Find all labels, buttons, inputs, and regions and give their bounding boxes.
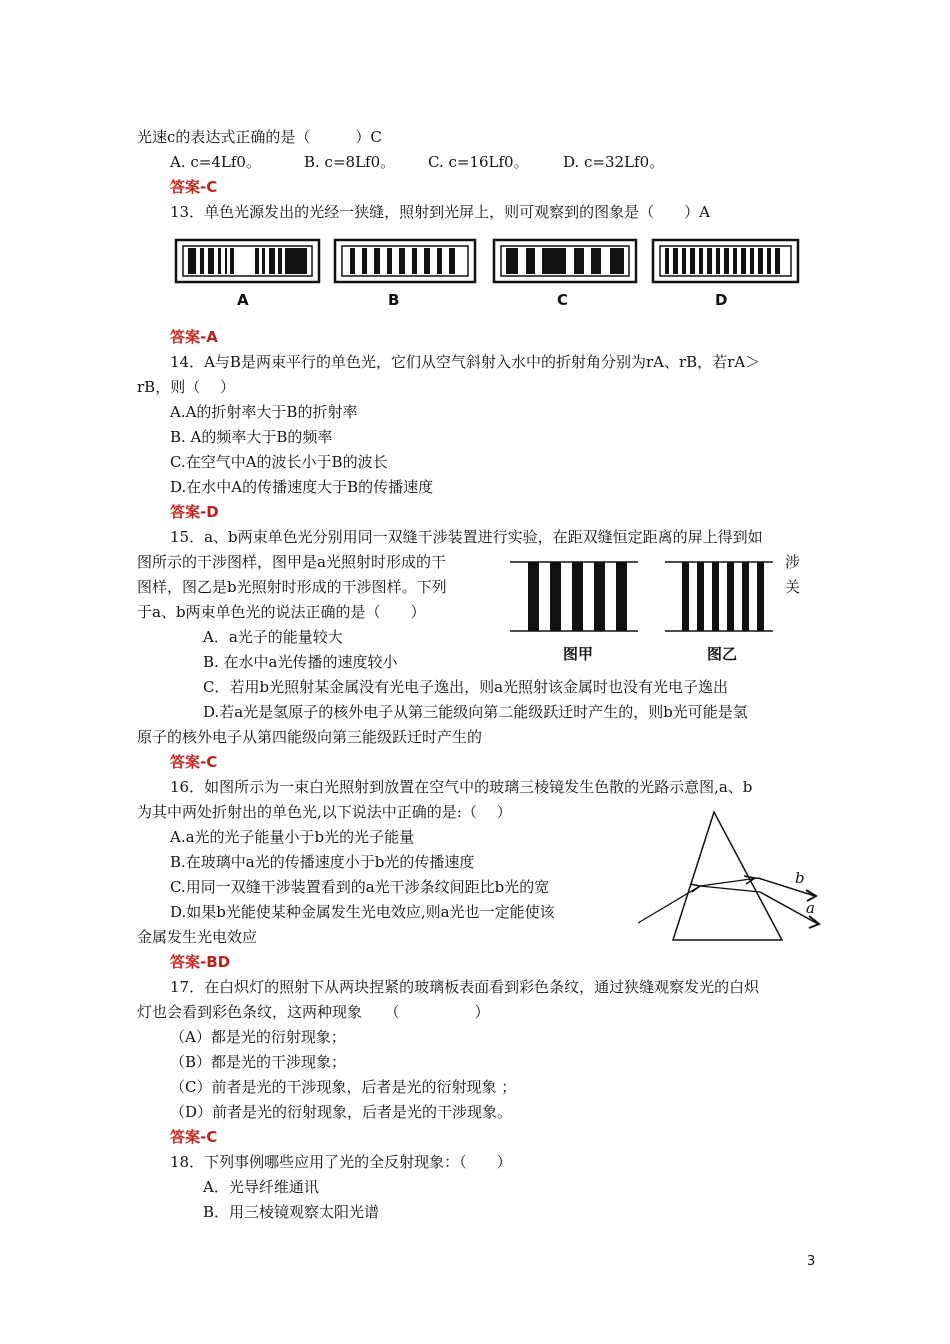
q16-option-b: B.在玻璃中a光的传播速度小于b光的传播速度 [170, 853, 475, 871]
q12-option-d: D. c=32Lf0。 [563, 153, 665, 171]
q13-label-b: B [388, 291, 400, 309]
q13-label-c: C [557, 291, 569, 309]
q15-option-a: A．a光子的能量较大 [203, 628, 343, 646]
q17-answer: 答案-C [170, 1128, 218, 1146]
q13-label-d: D [715, 291, 728, 309]
q16-label-a: a [806, 899, 815, 917]
q14-stem-2: rB，则（ ） [137, 378, 235, 396]
q13-slit-figure [170, 232, 810, 312]
q12-option-a: A. c=4Lf0。 [170, 153, 261, 171]
q18-option-b: B．用三棱镜观察太阳光谱 [203, 1203, 380, 1221]
q17-option-c: （C）前者是光的干涉现象，后者是光的衍射现象 ； [170, 1078, 517, 1096]
q15-stem-2-tail: 涉 [785, 553, 801, 571]
q16-option-d: D.如果b光能使某种金属发生光电效应,则a光也一定能使该 [170, 903, 555, 921]
q15-stem-4: 于a、b两束单色光的说法正确的是（ ） [137, 603, 426, 621]
q13-label-a: A [237, 291, 249, 309]
q12-option-c: C. c=16Lf0。 [428, 153, 529, 171]
q17-option-a: （A）都是光的衍射现象； [170, 1028, 346, 1046]
q15-stem-3: 图样，图乙是b光照射时形成的干涉图样。下列 [137, 578, 447, 596]
q16-stem-2: 为其中两处折射出的单色光,以下说法中正确的是:（ ） [137, 803, 512, 821]
q15-stem-2: 图所示的干涉图样，图甲是a光照射时形成的干 [137, 553, 446, 571]
q16-option-d-cont: 金属发生光电效应 [137, 928, 258, 946]
q17-stem-1: 17．在白炽灯的照射下从两块捏紧的玻璃板表面看到彩色条纹，通过狭缝观察发光的白炽 [170, 978, 760, 996]
q13-answer: 答案-A [170, 328, 218, 346]
q14-stem-1: 14．A与B是两束平行的单色光，它们从空气斜射入水中的折射角分别为rA、rB，若rA＞ [170, 353, 761, 371]
q18-option-a: A．光导纤维通讯 [203, 1178, 319, 1196]
q15-label-yi: 图乙 [707, 645, 738, 663]
q17-stem-2: 灯也会看到彩色条纹，这两种现象 （ ） [137, 1003, 490, 1021]
q16-stem-1: 16．如图所示为一束白光照射到放置在空气中的玻璃三棱镜发生色散的光路示意图,a、b [170, 778, 753, 796]
q14-option-b: B. A的频率大于B的频率 [170, 428, 333, 446]
q17-option-d: （D）前者是光的衍射现象，后者是光的干涉现象。 [170, 1103, 513, 1121]
q15-interference-figure [510, 556, 780, 636]
q16-option-c: C.用同一双缝干涉装置看到的a光干涉条纹间距比b光的宽 [170, 878, 550, 896]
q15-option-b: B. 在水中a光传播的速度较小 [203, 653, 398, 671]
q14-answer: 答案-D [170, 503, 219, 521]
q14-option-c: C.在空气中A的波长小于B的波长 [170, 453, 388, 471]
q15-label-jia: 图甲 [563, 645, 594, 663]
q15-stem-3-tail: 关 [785, 578, 801, 596]
q15-option-d-cont: 原子的核外电子从第四能级向第三能级跃迁时产生的 [137, 728, 483, 746]
q14-option-d: D.在水中A的传播速度大于B的传播速度 [170, 478, 434, 496]
q17-option-b: （B）都是光的干涉现象； [170, 1053, 347, 1071]
q15-answer: 答案-C [170, 753, 218, 771]
q12-answer: 答案-C [170, 178, 218, 196]
q15-stem-1: 15．a、b两束单色光分别用同一双缝干涉装置进行实验，在距双缝恒定距离的屏上得到如 [170, 528, 763, 546]
page-number: 3 [807, 1254, 816, 1269]
q16-answer: 答案-BD [170, 953, 231, 971]
q14-option-a: A.A的折射率大于B的折射率 [170, 403, 358, 421]
q15-option-c: C．若用b光照射某金属没有光电子逸出，则a光照射该金属时也没有光电子逸出 [203, 678, 729, 696]
q18-stem: 18．下列事例哪些应用了光的全反射现象：（ ） [170, 1153, 512, 1171]
q16-label-b: b [795, 869, 805, 887]
q15-option-d: D.若a光是氢原子的核外电子从第三能级向第二能级跃迁时产生的，则b光可能是氢 [203, 703, 748, 721]
q13-stem: 13．单色光源发出的光经一狭缝，照射到光屏上，则可观察到的图象是（ ）A [170, 203, 710, 221]
q16-option-a: A.a光的光子能量小于b光的光子能量 [170, 828, 415, 846]
q12-option-b: B. c=8Lf0。 [304, 153, 396, 171]
q12-stem-tail: 光速c的表达式正确的是（ ）C [137, 128, 382, 146]
